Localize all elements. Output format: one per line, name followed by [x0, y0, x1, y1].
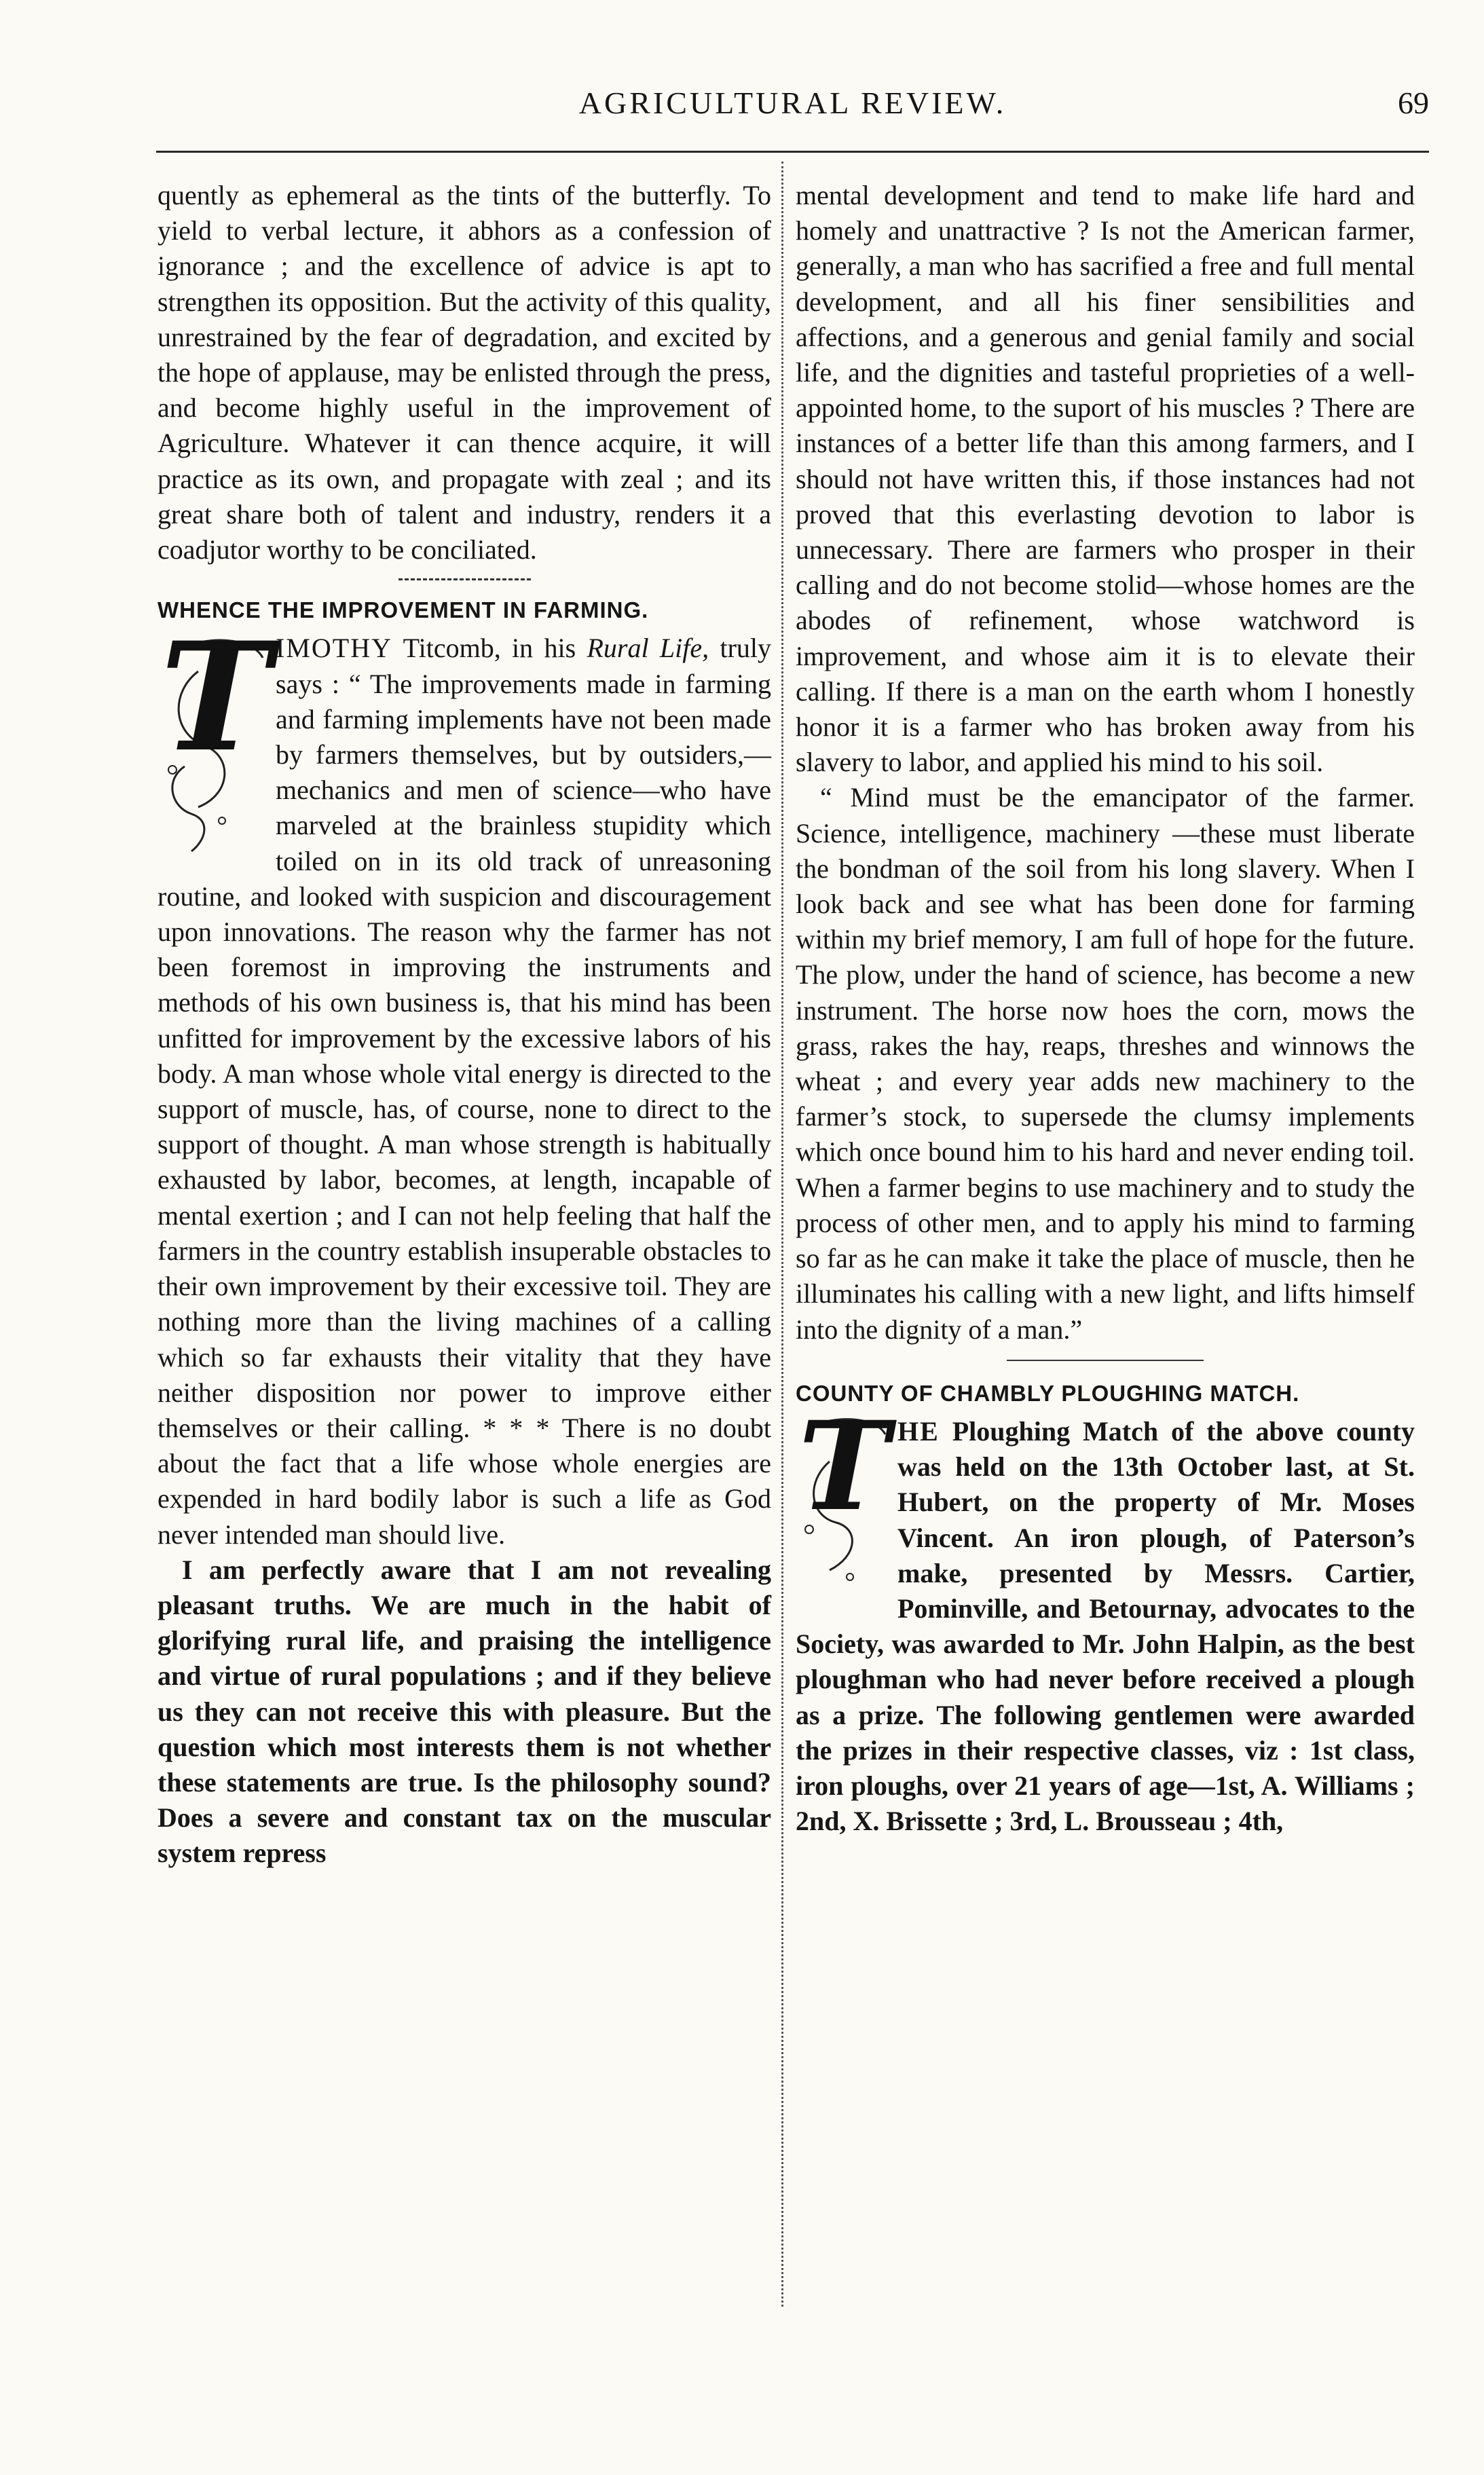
- section-separator: [1007, 1360, 1204, 1361]
- continued-paragraph: quently as ephemeral as the tints of the butterfly. To yield to verbal lecture, it abhors as a confession of ignorance ; and the excellence of advice is apt to strengthen its opposition. But the activity of this quality, unrestrained by the fear of degradation, and excited by the hope of applause, may be enlisted through the press, and become highly useful in the improvement of Agriculture. Whatever it can thence acquire, it will practice as its own, and propagate with zeal ; and its great share both of talent and industry, renders it a coadjutor worthy to be conciliated.: [157, 180, 771, 565]
- lead-word: IMOTHY: [276, 633, 392, 664]
- dropcap-letter: T: [160, 609, 272, 785]
- header-rule: [156, 151, 1429, 153]
- right-column: [796, 178, 1415, 1839]
- dropcap-letter: T: [798, 1394, 889, 1538]
- column-divider: [781, 162, 783, 2307]
- article-body: Ploughing Match of the above county was held on the 13th October last, at St. Hubert, on the property of Mr. Moses Vincent. An iron plough, of Paterson’s make, presented by Messrs. Cartier, Pominville, and Betournay, advocates to the Society, was awarded to Mr. John Halpin, as the best ploughman who had never before received a plough as a prize. The following gentlemen were awarded the prizes in their respective classes, viz : 1st class, iron ploughs, over 21 years of age—1st, A. Williams ; 2nd, X. Brissette ; 3rd, L. Brousseau ; 4th,: [796, 1415, 1415, 1837]
- ornamental-initial: [157, 609, 272, 861]
- left-column: [157, 178, 771, 1872]
- lead-word: HE: [897, 1415, 940, 1447]
- quoted-paragraph: “ Mind must be the emancipator of the farmer. Science, intelligence, machinery —these must liberate the bondman of the soil from his long slavery. When I look back and see what has been done for farming within my brief memory, I am full of hope for the future. The plow, under the hand of science, has become a new instrument. The horse now hoes the corn, mows the grass, rakes the hay, reaps, threshes and winnows the wheat ; and every year adds new machinery to the farmer’s stock, to supersede the clumsy implements which once bound him to his hard and never ending toil. When a farmer begins to use machinery and to study the process of other men, and to apply his mind to farming so far as he can make it take the place of muscle, then he illuminates his calling with a new light, and lifts himself into the dignity of a man.”: [796, 782, 1415, 1345]
- section-heading-ploughing-match: COUNTY OF CHAMBLY PLOUGHING MATCH.: [796, 1380, 1300, 1406]
- running-title: AGRICULTURAL REVIEW.: [578, 86, 1007, 120]
- page-header: [156, 85, 1429, 139]
- section-heading-improvement: WHENCE THE IMPROVEMENT IN FARMING.: [157, 597, 649, 623]
- section-separator: [398, 578, 531, 580]
- ornamental-initial: [796, 1394, 889, 1592]
- article-paragraph: I am perfectly aware that I am not revealing pleasant truths. We are much in the habit of glorifying rural life, and praising the intelligence and virtue of rural populations ; and if they believe us they can not receive this with pleasure. But the question which most interests them is not whether these statements are true. Is the philosophy sound? Does a severe and constant tax on the muscular system repress: [157, 1554, 771, 1869]
- article-body: truly says : “ The improvements made in farming and farming implements have not been made by farmers themselves, but by outsiders,—mechanics and men of science—who have marveled at the brainless stupidity which toiled on in its old track of unreasoning routine, and looked with suspicion and discouragement upon innovations. The reason why the farmer has not been foremost in improving the instruments and methods of his own business is, that his mind has been unfitted for improvement by the excessive labors of his body. A man whose whole vital energy is directed to the support of muscle, has, of course, none to direct to the support of thought. A man whose strength is habitually exhausted by labor, becomes, at length, incapable of mental exertion ; and I can not help feeling that half the farmers in the country establish insuperable obstacles to their own improvement by their excessive toil. They are nothing more than the living machines of a calling which so far exhausts their vitality that they have neither disposition nor power to improve either themselves or their calling. * * * There is no doubt about the fact that a life whose whole energies are expended in hard bodily labor is such a life as God never intended man should live.: [157, 633, 772, 1550]
- continued-paragraph: mental development and tend to make life hard and homely and unattractive ? Is not the American farmer, generally, a man who has sacrified a free and full mental development, and all his finer sensibilities and affections, and a generous and genial family and social life, and the dignities and tasteful proprieties of a well-appointed home, to the suport of his muscles ? There are instances of a better life than this among farmers, and I should not have written this, if those instances had not proved that this everlasting devotion to labor is unnecessary. There are farmers who prosper in their calling and do not become stolid—whose homes are the abodes of refinement, whose watchword is improvement, and whose aim it is to elevate their calling. If there is a man on the earth whom I honestly honor it is a farmer who has broken away from his slavery to labor, and applied his mind to his soil.: [796, 180, 1415, 778]
- page-number: 69: [1398, 86, 1429, 120]
- book-title: Rural Life,: [587, 633, 709, 664]
- article-ploughing-match: [796, 1394, 1415, 1839]
- lead-text: Titcomb, in his: [392, 633, 587, 664]
